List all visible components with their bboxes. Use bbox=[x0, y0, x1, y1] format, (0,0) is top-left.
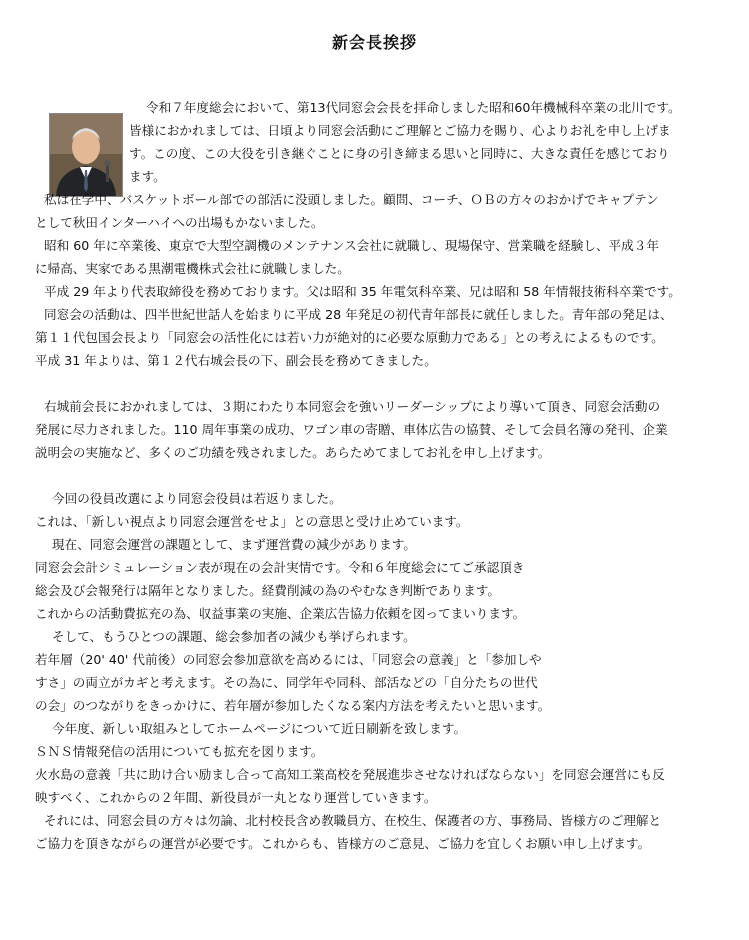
body-text-line: 令和７年度総会において、第13代同窓会会長を拝命しました昭和60年機械科卒業の北川です。 bbox=[146, 100, 681, 115]
body-text-line: ご協力を頂きながらの運営が必要です。これからも、皆様方のご意見、ご協力を宜しくお願い申し上げます。 bbox=[35, 836, 651, 851]
body-text-line: これからの活動費拡充の為、収益事業の実施、企業広告協力依頼を図ってまいります。 bbox=[35, 606, 526, 621]
body-text-line: す。この度、この大役を引き継ぐことに身の引き締まる思いと同時に、大きな責任を感じており bbox=[129, 146, 670, 161]
page-title: 新会長挨拶 bbox=[331, 33, 417, 52]
body-text-line: 同窓会会計シミュレーション表が現在の会計実情です。令和６年度総会にてご承認頂き bbox=[35, 560, 525, 575]
body-text-line: ＳＮＳ情報発信の活用についても拡充を図ります。 bbox=[35, 744, 324, 759]
body-text-line: 私は在学中、バスケットボール部での部活に没頭しました。顧問、コーチ、ＯＢの方々のおかげでキャプテン bbox=[44, 192, 659, 207]
body-text-line: として秋田インターハイへの出場もかないました。 bbox=[35, 215, 324, 230]
body-text-line: 今年度、新しい取組みとしてホームページについて近日刷新を致します。 bbox=[52, 721, 467, 736]
body-text-line: 今回の役員改選により同窓会役員は若返りました。 bbox=[52, 491, 342, 506]
portrait-image bbox=[50, 114, 122, 196]
portrait-photo bbox=[49, 113, 123, 197]
body-text-line: 現在、同窓会運営の課題として、まず運営費の減少があります。 bbox=[52, 537, 416, 552]
body-text-line: の会」のつながりをきっかけに、若年層が参加したくなる案内方法を考えたいと思います。 bbox=[35, 698, 551, 713]
body-text-line: これは、「新しい視点より同窓会運営をせよ」との意思と受け止めています。 bbox=[35, 514, 469, 529]
body-text-line: ます。 bbox=[129, 169, 166, 184]
body-text-line: 平成 31 年よりは、第１２代右城会長の下、副会長を務めてきました。 bbox=[35, 353, 437, 368]
body-text-line: 説明会の実施など、多くのご功績を残されました。あらためてましてお礼を申し上げます。 bbox=[35, 445, 551, 460]
body-text-line: 同窓会の活動は、四半世紀世話人を始まりに平成 28 年発足の初代青年部長に就任しました。青年部の発足は、 bbox=[44, 307, 673, 322]
body-text-line: 総会及び会報発行は隔年となりました。経費削減の為のやむなき判断であります。 bbox=[35, 583, 500, 598]
body-text-line: に帰高、実家である黒潮電機株式会社に就職しました。 bbox=[35, 261, 350, 276]
body-text-line: 昭和 60 年に卒業後、東京で大型空調機のメンテナンス会社に就職し、現場保守、営業職を経験し、平成３年 bbox=[44, 238, 659, 253]
body-text-line: 火水島の意義「共に助け合い励まし合って高知工業高校を発展進歩させなければならない」を同窓会運営にも反 bbox=[35, 767, 665, 782]
body-text-line: 皆様におかれましては、日頃より同窓会活動にご理解とご協力を賜り、心よりお礼を申し上げま bbox=[129, 123, 671, 138]
body-text-line: 右城前会長におかれましては、３期にわたり本同窓会を強いリーダーシップにより導いて頂き、同窓会活動の bbox=[44, 399, 661, 414]
body-text-line: すさ」の両立がカギと考えます。その為に、同学年や同科、部活などの「自分たちの世代 bbox=[35, 675, 538, 690]
body-text-line: 若年層（20' 40' 代前後）の同窓会参加意欲を高めるには、「同窓会の意義」と「参加しや bbox=[35, 652, 542, 667]
body-text-line: 平成 29 年より代表取締役を務めております。父は昭和 35 年電気科卒業、兄は昭和 58 年情報技術科卒業です。 bbox=[44, 284, 681, 299]
body-text-line: それには、同窓会員の方々は勿論、北村校長含め教職員方、在校生、保護者の方、事務局、皆様方のご理解と bbox=[44, 813, 662, 828]
body-text-line: 映すべく、これからの２年間、新役員が一丸となり運営していきます。 bbox=[35, 790, 437, 805]
body-text-line: そして、もうひとつの課題、総会参加者の減少も挙げられます。 bbox=[52, 629, 416, 644]
body-text-line: 第１１代包国会長より「同窓会の活性化には若い力が絶対的に必要な原動力である」との考えによるものです。 bbox=[35, 330, 664, 345]
body-text-line: 発展に尽力されました。110 周年事業の成功、ワゴン車の寄贈、車体広告の協賛、そして会員名簿の発刊、企業 bbox=[35, 422, 668, 437]
